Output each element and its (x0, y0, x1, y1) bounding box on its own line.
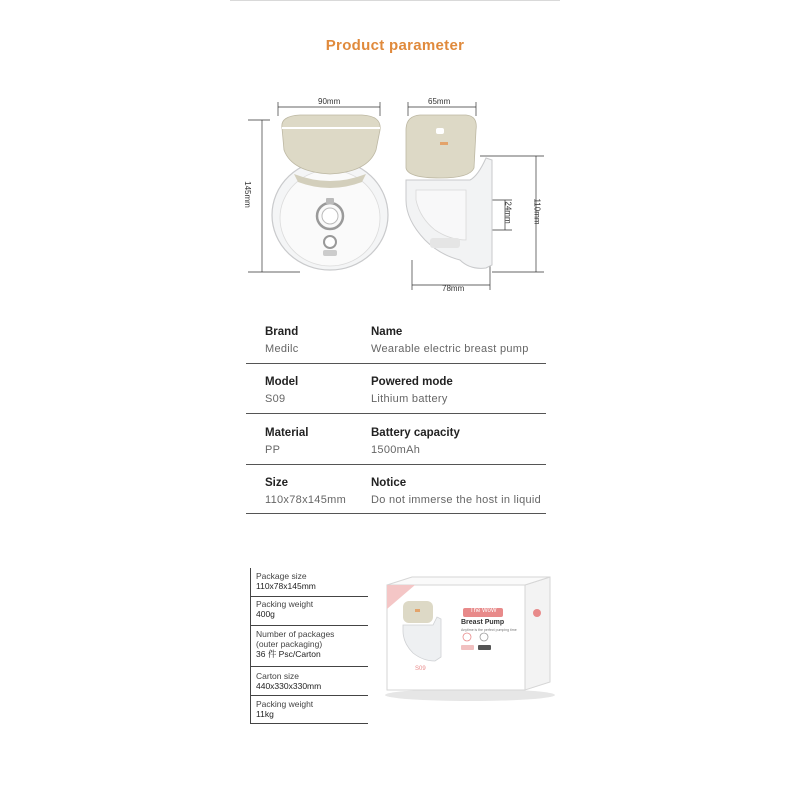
spec-divider (246, 363, 546, 364)
spec-value: Medilc (265, 343, 299, 355)
package-divider (250, 723, 368, 724)
package-divider (250, 666, 368, 667)
package-table-border (250, 568, 251, 723)
package-cell (256, 599, 376, 619)
package-cell (256, 671, 376, 691)
spec-label: Name (371, 326, 403, 338)
spec-label: Notice (371, 477, 407, 489)
package-divider (250, 596, 368, 597)
package-label: Carton size (256, 671, 299, 681)
spec-value: Wearable electric breast pump (371, 343, 529, 355)
package-label-sub: (outer packaging) (256, 639, 323, 649)
box-product-name: Breast Pump (461, 619, 505, 626)
spec-value: PP (265, 444, 281, 456)
top-divider (230, 0, 560, 1)
box-badge-text: The WoW (470, 608, 497, 614)
package-value: 36 件 Psc/Carton (256, 649, 321, 659)
dimension-diagram (240, 90, 560, 300)
box-tagline: Anytime is the perfect pumping time (461, 628, 517, 632)
package-cell (256, 699, 376, 719)
spec-divider (246, 464, 546, 465)
spec-value: 1500mAh (371, 444, 421, 456)
package-label: Package size (256, 571, 307, 581)
dimension-drawing (240, 90, 560, 300)
retail-box-drawing (375, 565, 565, 705)
spec-row (246, 323, 546, 373)
package-value: 400g (256, 609, 275, 619)
spec-label: Model (265, 376, 299, 388)
spec-value: Lithium battery (371, 393, 448, 405)
spec-row (246, 474, 546, 524)
package-label: Packing weight (256, 699, 314, 709)
package-divider (250, 695, 368, 696)
front-motor-cap (282, 115, 380, 174)
package-divider (250, 625, 368, 626)
package-value: 110x78x145mm (256, 581, 316, 591)
spec-divider (246, 413, 546, 414)
spec-value: S09 (265, 393, 286, 405)
spec-label: Powered mode (371, 376, 453, 388)
side-motor-cap (406, 115, 476, 178)
box-model: S09 (415, 666, 426, 672)
box-top (387, 577, 550, 585)
page-title: Product parameter (325, 37, 465, 54)
dim-label-side-bottom: 78mm (442, 284, 465, 293)
package-value: 11kg (256, 709, 274, 719)
spec-row (246, 424, 546, 474)
dim-label-front-width: 90mm (318, 97, 341, 106)
spec-label: Battery capacity (371, 427, 460, 439)
spec-label: Material (265, 427, 309, 439)
package-value: 440x330x330mm (256, 681, 322, 691)
dim-label-front-height: 145mm (242, 181, 252, 208)
package-label: Number of packages (256, 629, 335, 639)
dim-label-side-inner: 24mm (503, 201, 513, 224)
dim-label-side-height: 110mm (532, 198, 542, 225)
package-cell (256, 571, 376, 591)
dim-label-side-width: 65mm (428, 97, 451, 106)
spec-row (246, 373, 546, 423)
spec-value: 110x78x145mm (265, 494, 347, 506)
package-cell (256, 629, 376, 659)
spec-value: Do not immerse the host in liquid (371, 494, 542, 506)
package-label: Packing weight (256, 599, 314, 609)
retail-box-image (375, 565, 565, 705)
box-side (525, 577, 550, 690)
spec-label: Brand (265, 326, 299, 338)
spec-label: Size (265, 477, 289, 489)
spec-divider (246, 513, 546, 514)
